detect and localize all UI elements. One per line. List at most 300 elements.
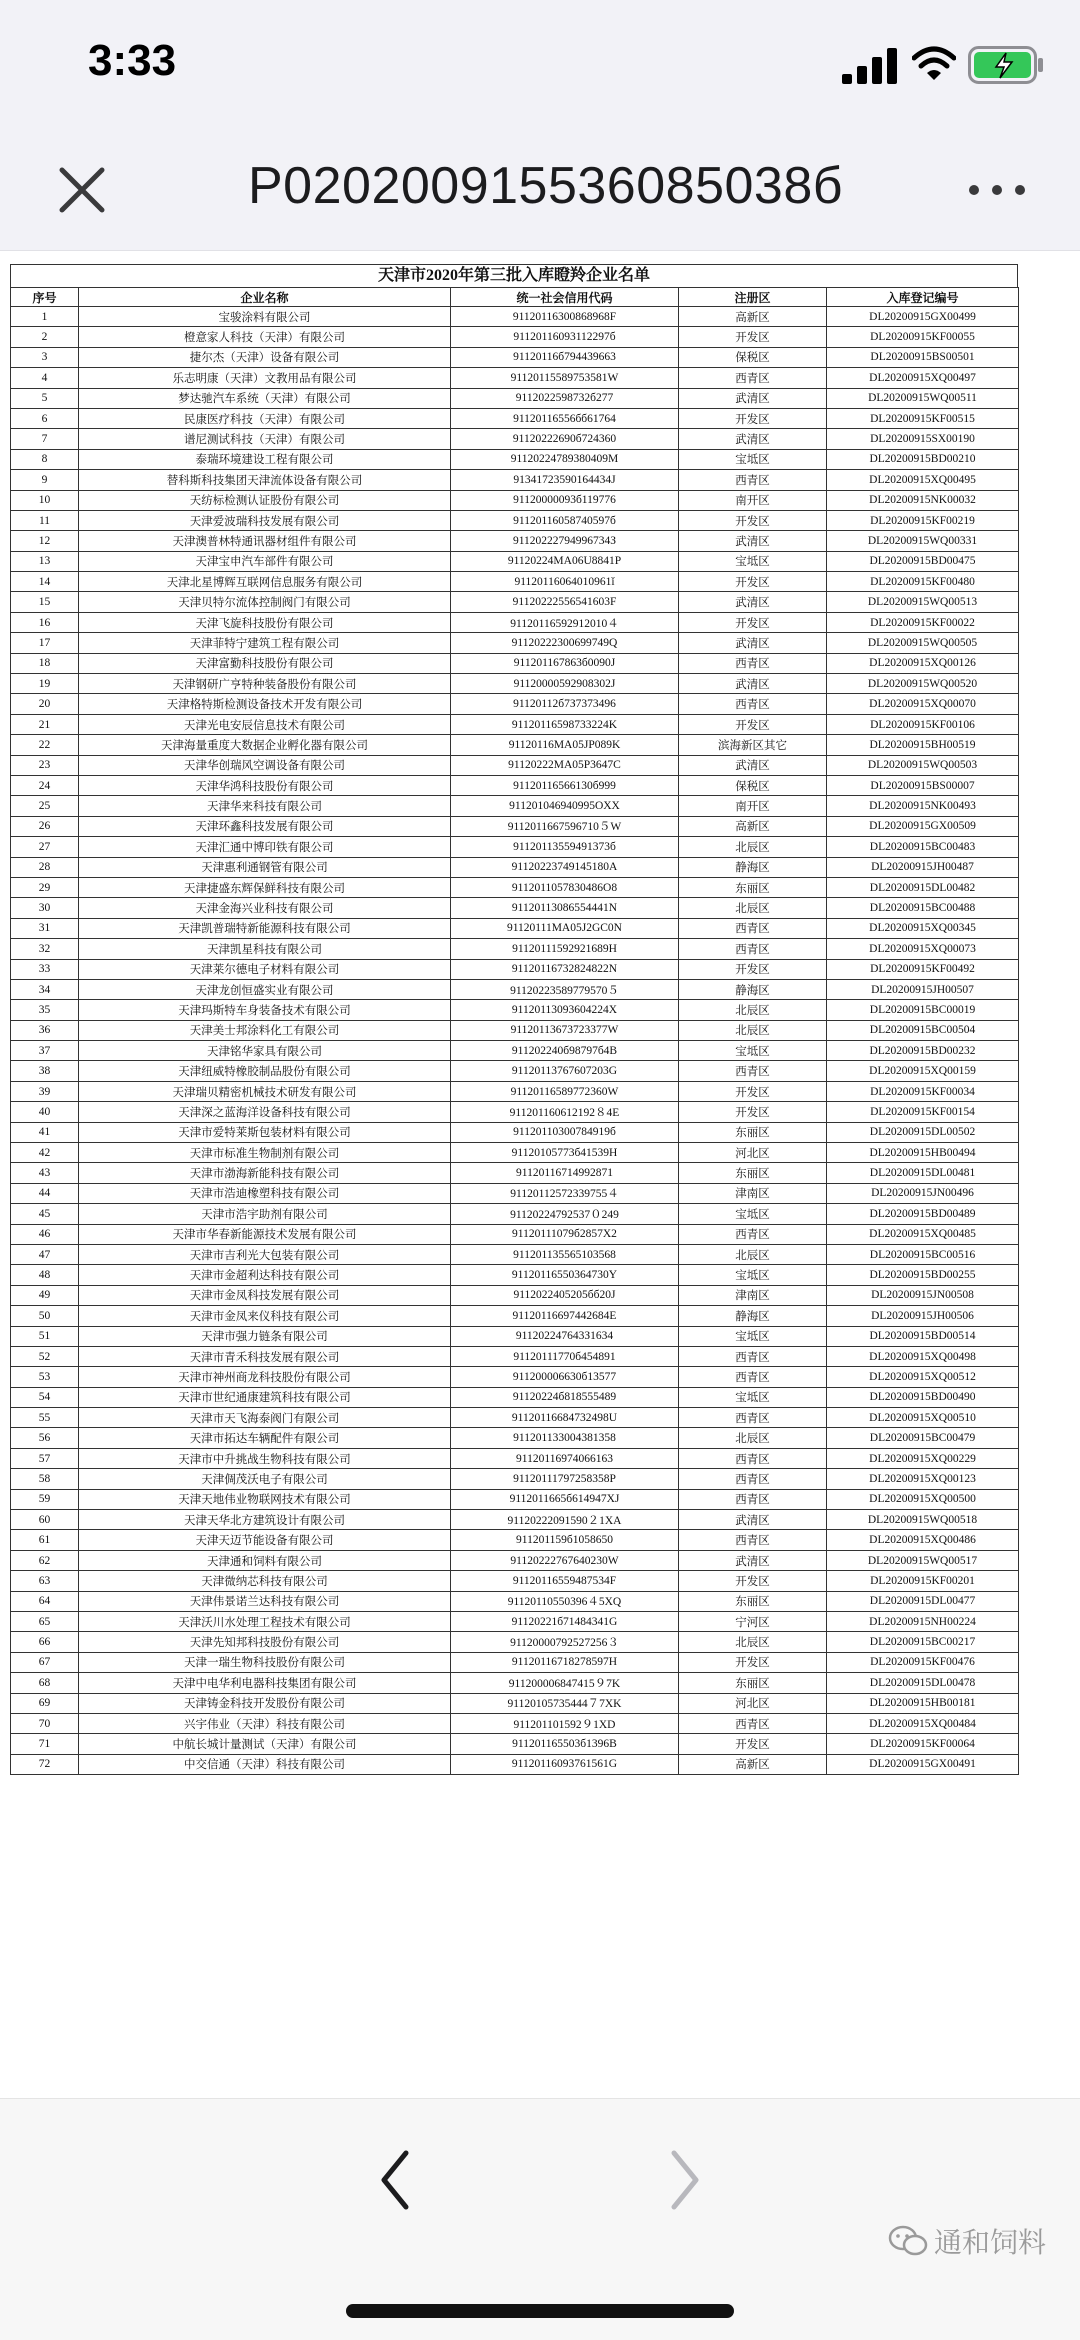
col-credit-code-cell: 91341723590164434J (451, 470, 679, 490)
table-row (11, 1693, 1019, 1713)
col-company-name-cell: 天津北星博辉互联网信息服务有限公司 (79, 572, 451, 592)
col-index-cell: 22 (11, 735, 79, 755)
col-credit-code-cell: 9112011057830486О8 (451, 877, 679, 897)
col-index-cell: 60 (11, 1510, 79, 1530)
col-registration-no-cell: DL20200915BD00490 (827, 1387, 1019, 1407)
back-button[interactable] (370, 2145, 420, 2215)
header-row (11, 288, 1019, 307)
col-credit-code-cell: 91120116058740597б (451, 510, 679, 530)
table-row (11, 1469, 1019, 1489)
col-company-name-cell: 天津宝申汽车部件有限公司 (79, 551, 451, 571)
col-index-cell: 37 (11, 1041, 79, 1061)
table-row (11, 1306, 1019, 1326)
col-district-cell: 高新区 (679, 1754, 827, 1774)
col-registration-no-cell: DL20200915BD00232 (827, 1041, 1019, 1061)
wifi-icon (912, 46, 956, 82)
col-registration-no-cell: DL20200915BS00501 (827, 347, 1019, 367)
battery-charging-icon (968, 46, 1044, 84)
col-company-name-cell: 橙意家人科技（天津）有限公司 (79, 327, 451, 347)
col-district-cell: 西青区 (679, 939, 827, 959)
table-body (11, 307, 1019, 1775)
col-index-cell: 28 (11, 857, 79, 877)
col-company-name-cell: 天津天地伟业物联网技术有限公司 (79, 1489, 451, 1509)
col-credit-code-cell: 9112022598732б277 (451, 388, 679, 408)
col-index-cell: 50 (11, 1306, 79, 1326)
col-index-cell: 16 (11, 612, 79, 632)
col-index-cell: 57 (11, 1448, 79, 1468)
col-company-name-cell: 天津美士邦涂料化工有限公司 (79, 1020, 451, 1040)
col-index-cell: 32 (11, 939, 79, 959)
col-credit-code-cell: 9112011667596710５W (451, 816, 679, 836)
col-company-name-cell: 天津华创瑞风空调设备有限公司 (79, 755, 451, 775)
col-company-name-cell: 天津铭华家具有限公司 (79, 1041, 451, 1061)
col-company-name-cell: 中航长城计量测试（天津）有限公司 (79, 1734, 451, 1754)
col-index-cell: 59 (11, 1489, 79, 1509)
col-registration-no-cell: DL20200915XQ00498 (827, 1346, 1019, 1366)
col-registration-no-cell: DL20200915BS00007 (827, 775, 1019, 795)
col-index-cell: 43 (11, 1163, 79, 1183)
more-options-button[interactable] (962, 170, 1032, 210)
col-company-name-cell: 天津市渤海新能科技有限公司 (79, 1163, 451, 1183)
table-row (11, 1265, 1019, 1285)
col-index-cell: 38 (11, 1061, 79, 1081)
col-index-cell: 26 (11, 816, 79, 836)
col-index-cell: 51 (11, 1326, 79, 1346)
col-credit-code-cell: 91120116718278597H (451, 1652, 679, 1672)
col-registration-no-cell: DL20200915DL00502 (827, 1122, 1019, 1142)
col-company-name-cell: 中交信通（天津）科技有限公司 (79, 1754, 451, 1774)
table-row (11, 877, 1019, 897)
table-row (11, 327, 1019, 347)
col-registration-no-cell: DL20200915KF00219 (827, 510, 1019, 530)
col-registration-no-cell: DL20200915NK00493 (827, 796, 1019, 816)
col-registration-no-cell: DL20200915KF00064 (827, 1734, 1019, 1754)
col-district-cell: 东丽区 (679, 1122, 827, 1142)
col-registration-no-cell: DL20200915DL00477 (827, 1591, 1019, 1611)
col-registration-no-cell: DL20200915WQ00517 (827, 1550, 1019, 1570)
col-registration-no-cell: DL20200915XQ00126 (827, 653, 1019, 673)
home-indicator[interactable] (346, 2304, 734, 2318)
col-company-name-cell: 天津市神州商龙科技股份有限公司 (79, 1367, 451, 1387)
col-district-cell: 西青区 (679, 1469, 827, 1489)
table-row (11, 1754, 1019, 1774)
col-credit-code-cell: 9112011665б614947XJ (451, 1489, 679, 1509)
col-district-cell: 河北区 (679, 1693, 827, 1713)
col-index-cell: 55 (11, 1408, 79, 1428)
col-index-cell: 17 (11, 633, 79, 653)
col-credit-code-cell: 91120112572339755４ (451, 1183, 679, 1203)
col-company-name-cell: 天津飞旋科技股份有限公司 (79, 612, 451, 632)
col-district-cell: 开发区 (679, 572, 827, 592)
col-registration-no-cell: DL20200915SX00190 (827, 429, 1019, 449)
col-registration-no-cell: DL20200915XQ00497 (827, 368, 1019, 388)
col-registration-no-cell: DL20200915GX00491 (827, 1754, 1019, 1774)
table-row (11, 388, 1019, 408)
col-credit-code-cell: 91120222556541603F (451, 592, 679, 612)
table-row (11, 1530, 1019, 1550)
col-registration-no-cell: DL20200915BC00516 (827, 1244, 1019, 1264)
close-button[interactable] (52, 160, 112, 220)
col-company-name-cell: 天津富勤科技股份有限公司 (79, 653, 451, 673)
col-registration-no-cell: DL20200915NK00032 (827, 490, 1019, 510)
table-row (11, 674, 1019, 694)
table-row (11, 1448, 1019, 1468)
col-registration-no-cell: DL20200915BC00483 (827, 837, 1019, 857)
table-row (11, 1020, 1019, 1040)
col-credit-code-cell: 911201165503б1396B (451, 1734, 679, 1754)
table-row (11, 1652, 1019, 1672)
col-credit-code-cell: 91120116MA05JP089K (451, 735, 679, 755)
table-row (11, 1367, 1019, 1387)
col-credit-code-cell: 91120223749145180A (451, 857, 679, 877)
col-credit-code-cell: 91120116592912010４ (451, 612, 679, 632)
col-company-name-cell: 天津格特斯检测设备技术开发有限公司 (79, 694, 451, 714)
col-registration-no-cell: DL20200915NH00224 (827, 1612, 1019, 1632)
col-credit-code-cell: 91120115589753581W (451, 368, 679, 388)
col-index-cell: 12 (11, 531, 79, 551)
table-row (11, 1081, 1019, 1101)
navigation-bar (0, 130, 1080, 251)
col-company-name-cell: 天津伟景诺兰达科技有限公司 (79, 1591, 451, 1611)
col-credit-code-cell: 91120113673723377W (451, 1020, 679, 1040)
col-registration-no-cell: DL20200915KF00034 (827, 1081, 1019, 1101)
col-district-cell: 开发区 (679, 1081, 827, 1101)
col-index-cell: 48 (11, 1265, 79, 1285)
col-index-cell: 44 (11, 1183, 79, 1203)
col-district-cell: 开发区 (679, 1734, 827, 1754)
col-credit-code-cell: 91120112б7З7373496 (451, 694, 679, 714)
col-registration-no-cell: DL20200915XQ00345 (827, 918, 1019, 938)
col-index-cell: 64 (11, 1591, 79, 1611)
table-row (11, 1163, 1019, 1183)
col-index-cell: 25 (11, 796, 79, 816)
col-district-header: 注册区 (679, 288, 827, 307)
col-index-cell: 65 (11, 1612, 79, 1632)
col-district-cell: 西青区 (679, 694, 827, 714)
table-row (11, 470, 1019, 490)
col-registration-no-cell: DL20200915GX00509 (827, 816, 1019, 836)
col-district-cell: 开发区 (679, 959, 827, 979)
col-company-name-cell: 天津市金超利达科技有限公司 (79, 1265, 451, 1285)
col-company-name-cell: 捷尔杰（天津）设备有限公司 (79, 347, 451, 367)
col-company-name-cell: 天津光电安辰信息技术有限公司 (79, 714, 451, 734)
table-row (11, 898, 1019, 918)
table-row (11, 1204, 1019, 1224)
col-district-cell: 津南区 (679, 1183, 827, 1203)
col-credit-code-cell: 91120222MA05P3647C (451, 755, 679, 775)
table-row (11, 1102, 1019, 1122)
col-registration-no-cell: DL20200915HB00181 (827, 1693, 1019, 1713)
col-index-cell: 62 (11, 1550, 79, 1570)
table-row (11, 1632, 1019, 1652)
table-title: 天津市2020年第三批入库瞪羚企业名单 (10, 264, 1018, 287)
table-row (11, 979, 1019, 999)
col-district-cell: 保税区 (679, 775, 827, 795)
col-company-name-cell: 天津汇通中博印铁有限公司 (79, 837, 451, 857)
col-registration-no-cell: DL20200915BH00519 (827, 735, 1019, 755)
col-credit-code-cell: 91120113559491373б (451, 837, 679, 857)
col-district-cell: 武清区 (679, 531, 827, 551)
col-index-cell: 58 (11, 1469, 79, 1489)
col-index-cell: 5 (11, 388, 79, 408)
col-credit-code-cell: 91120116566130б999 (451, 775, 679, 795)
col-credit-code-cell: 91120116559487534F (451, 1571, 679, 1591)
col-registration-no-cell: DL20200915XQ00159 (827, 1061, 1019, 1081)
col-company-name-cell: 替科斯科技集团天津流体设备有限公司 (79, 470, 451, 490)
col-index-cell: 2 (11, 327, 79, 347)
col-registration-no-cell: DL20200915BC00019 (827, 1000, 1019, 1020)
col-registration-no-cell: DL20200915WQ00511 (827, 388, 1019, 408)
col-registration-no-cell: DL20200915XQ00500 (827, 1489, 1019, 1509)
col-registration-no-cell: DL20200915JH00507 (827, 979, 1019, 999)
table-row (11, 1285, 1019, 1305)
col-company-name-cell: 天津凯普瑞特新能源科技有限公司 (79, 918, 451, 938)
col-district-cell: 北辰区 (679, 898, 827, 918)
col-company-name-cell: 天津市浩宇助剂有限公司 (79, 1204, 451, 1224)
col-registration-no-cell: DL20200915BD00514 (827, 1326, 1019, 1346)
col-index-cell: 47 (11, 1244, 79, 1264)
col-district-cell: 北辰区 (679, 1428, 827, 1448)
table-row (11, 429, 1019, 449)
col-credit-code-cell: 91120116556бб61764 (451, 408, 679, 428)
col-district-cell: 西青区 (679, 470, 827, 490)
col-company-name-cell: 天津中电华利电器科技集团有限公司 (79, 1673, 451, 1693)
col-credit-code-cell: 911201133004381358 (451, 1428, 679, 1448)
col-index-cell: 52 (11, 1346, 79, 1366)
col-district-cell: 东丽区 (679, 1591, 827, 1611)
document-page (10, 264, 1018, 1775)
col-credit-code-cell: 91120222300699749Q (451, 633, 679, 653)
col-credit-code-cell: 91120222091590２1XA (451, 1510, 679, 1530)
col-district-cell: 武清区 (679, 592, 827, 612)
enterprise-table (10, 287, 1019, 1775)
col-index-cell: 49 (11, 1285, 79, 1305)
col-registration-no-cell: DL20200915BC00479 (827, 1428, 1019, 1448)
col-district-cell: 西青区 (679, 918, 827, 938)
table-row (11, 1122, 1019, 1142)
table-row (11, 653, 1019, 673)
col-credit-code-cell: 911200006847415９7K (451, 1673, 679, 1693)
col-company-name-cell: 兴宇伟业（天津）科技有限公司 (79, 1713, 451, 1733)
col-credit-code-cell: 91120222690б724360 (451, 429, 679, 449)
col-credit-code-header: 统一社会信用代码 (451, 288, 679, 307)
col-district-cell: 武清区 (679, 1510, 827, 1530)
col-district-cell: 西青区 (679, 1489, 827, 1509)
col-index-cell: 11 (11, 510, 79, 530)
col-registration-no-cell: DL20200915WQ00331 (827, 531, 1019, 551)
col-credit-code-cell: 911201160612192８4E (451, 1102, 679, 1122)
table-row (11, 1224, 1019, 1244)
col-registration-no-cell: DL20200915BC00504 (827, 1020, 1019, 1040)
col-registration-no-cell: DL20200915DL00481 (827, 1163, 1019, 1183)
table-row (11, 368, 1019, 388)
col-district-cell: 西青区 (679, 1061, 827, 1081)
wechat-icon (888, 2224, 928, 2258)
col-index-cell: 54 (11, 1387, 79, 1407)
col-index-cell: 40 (11, 1102, 79, 1122)
col-credit-code-cell: 91120222767640230W (451, 1550, 679, 1570)
col-company-name-cell: 泰瑞环境建设工程有限公司 (79, 449, 451, 469)
col-company-name-cell: 天津市金凤科技发展有限公司 (79, 1285, 451, 1305)
col-credit-code-cell: 91120000093б119776 (451, 490, 679, 510)
col-index-cell: 18 (11, 653, 79, 673)
table-row (11, 1571, 1019, 1591)
col-index-cell: 4 (11, 368, 79, 388)
col-registration-no-cell: DL20200915JH00487 (827, 857, 1019, 877)
col-company-name-cell: 天津市世纪通康建筑科技有限公司 (79, 1387, 451, 1407)
col-district-cell: 开发区 (679, 1102, 827, 1122)
col-company-name-header: 企业名称 (79, 288, 451, 307)
col-credit-code-cell: 911201101592９1XD (451, 1713, 679, 1733)
table-row (11, 755, 1019, 775)
table-row (11, 1612, 1019, 1632)
col-district-cell: 开发区 (679, 714, 827, 734)
col-credit-code-cell: 911202240б98797б4B (451, 1041, 679, 1061)
col-company-name-cell: 天津市青禾科技发展有限公司 (79, 1346, 451, 1366)
document-title: P020200915536085038б (248, 157, 844, 215)
col-district-cell: 东丽区 (679, 1673, 827, 1693)
col-registration-no-cell: DL20200915WQ00518 (827, 1510, 1019, 1530)
col-company-name-cell: 天津瑞贝精密机械技术研发有限公司 (79, 1081, 451, 1101)
table-row (11, 816, 1019, 836)
col-index-cell: 1 (11, 307, 79, 327)
col-index-cell: 71 (11, 1734, 79, 1754)
col-company-name-cell: 谱尼测试科技（天津）有限公司 (79, 429, 451, 449)
col-registration-no-cell: DL20200915BD00255 (827, 1265, 1019, 1285)
col-company-name-cell: 宝骏涂料有限公司 (79, 307, 451, 327)
col-district-cell: 北辰区 (679, 1020, 827, 1040)
table-row (11, 1041, 1019, 1061)
col-company-name-cell: 天津天华北方建筑设计有限公司 (79, 1510, 451, 1530)
col-company-name-cell: 天津海量重度大数据企业孵化器有限公司 (79, 735, 451, 755)
col-index-cell: 35 (11, 1000, 79, 1020)
col-credit-code-cell: 91120110550396４5XQ (451, 1591, 679, 1611)
col-registration-no-cell: DL20200915WQ00503 (827, 755, 1019, 775)
col-district-cell: 宝坻区 (679, 1204, 827, 1224)
col-company-name-cell: 天津金海兴业科技有限公司 (79, 898, 451, 918)
col-company-name-cell: 天津深之蓝海洋设备科技有限公司 (79, 1102, 451, 1122)
col-district-cell: 武清区 (679, 755, 827, 775)
col-credit-code-cell: 91120222794996734З (451, 531, 679, 551)
col-index-cell: 10 (11, 490, 79, 510)
col-registration-no-cell: DL20200915XQ00486 (827, 1530, 1019, 1550)
table-row (11, 510, 1019, 530)
col-index-cell: 33 (11, 959, 79, 979)
status-bar (0, 0, 1080, 130)
col-district-cell: 高新区 (679, 307, 827, 327)
col-index-cell: 3 (11, 347, 79, 367)
col-district-cell: 宝坻区 (679, 1041, 827, 1061)
table-row (11, 1510, 1019, 1530)
col-company-name-cell: 梦达驰汽车系统（天津）有限公司 (79, 388, 451, 408)
table-row (11, 1183, 1019, 1203)
table-row (11, 408, 1019, 428)
col-company-name-cell: 天津捷盛东辉保鲜科技有限公司 (79, 877, 451, 897)
col-index-cell: 7 (11, 429, 79, 449)
col-index-cell: 6 (11, 408, 79, 428)
col-company-name-cell: 天津市天飞海泰阀门有限公司 (79, 1408, 451, 1428)
col-registration-no-cell: DL20200915BC00488 (827, 898, 1019, 918)
col-district-cell: 静海区 (679, 979, 827, 999)
col-registration-no-cell: DL20200915KF00476 (827, 1652, 1019, 1672)
col-registration-no-cell: DL20200915XQ00495 (827, 470, 1019, 490)
col-index-cell: 69 (11, 1693, 79, 1713)
col-index-cell: 15 (11, 592, 79, 612)
col-district-cell: 北辰区 (679, 1632, 827, 1652)
col-credit-code-cell: 91120224789380409M (451, 449, 679, 469)
col-credit-code-cell: 91120113086554441N (451, 898, 679, 918)
col-district-cell: 开发区 (679, 327, 827, 347)
col-district-cell: 武清区 (679, 388, 827, 408)
col-district-cell: 津南区 (679, 1285, 827, 1305)
col-company-name-cell: 天津环鑫科技发展有限公司 (79, 816, 451, 836)
table-row (11, 1713, 1019, 1733)
col-district-cell: 东丽区 (679, 877, 827, 897)
col-company-name-cell: 天津市吉利光大包装有限公司 (79, 1244, 451, 1264)
col-district-cell: 西青区 (679, 1224, 827, 1244)
col-district-cell: 高新区 (679, 816, 827, 836)
col-district-cell: 武清区 (679, 633, 827, 653)
col-credit-code-cell: 911201159б1058650 (451, 1530, 679, 1550)
col-registration-no-cell: DL20200915KF00515 (827, 408, 1019, 428)
col-company-name-cell: 天津龙创恒盛实业有限公司 (79, 979, 451, 999)
col-credit-code-cell: 911200006630б13577 (451, 1367, 679, 1387)
col-district-cell: 西青区 (679, 1530, 827, 1550)
col-credit-code-cell: 91120116064010961ǐ (451, 572, 679, 592)
col-index-cell: 61 (11, 1530, 79, 1550)
table-row (11, 1000, 1019, 1020)
table-row (11, 531, 1019, 551)
col-credit-code-cell: 91120105773б41539H (451, 1143, 679, 1163)
col-district-cell: 西青区 (679, 1448, 827, 1468)
col-index-cell: 14 (11, 572, 79, 592)
table-row (11, 1244, 1019, 1264)
col-registration-no-cell: DL20200915BD00210 (827, 449, 1019, 469)
table-row (11, 837, 1019, 857)
col-district-cell: 武清区 (679, 429, 827, 449)
col-district-cell: 保税区 (679, 347, 827, 367)
col-district-cell: 西青区 (679, 368, 827, 388)
col-company-name-cell: 天津市强力链条有限公司 (79, 1326, 451, 1346)
col-registration-no-cell: DL20200915JN00508 (827, 1285, 1019, 1305)
col-credit-code-cell: 91120224б818555489 (451, 1387, 679, 1407)
col-registration-no-cell: DL20200915DL00482 (827, 877, 1019, 897)
table-row (11, 959, 1019, 979)
col-registration-no-header: 入库登记编号 (827, 288, 1019, 307)
col-registration-no-cell: DL20200915XQ00512 (827, 1367, 1019, 1387)
col-index-cell: 67 (11, 1652, 79, 1672)
col-company-name-cell: 天津华来科技有限公司 (79, 796, 451, 816)
col-district-cell: 西青区 (679, 1713, 827, 1733)
col-credit-code-cell: 911202247643З1634 (451, 1326, 679, 1346)
table-row (11, 1673, 1019, 1693)
col-credit-code-cell: 911201046940995ΟXX (451, 796, 679, 816)
table-row (11, 1326, 1019, 1346)
col-credit-code-cell: 91120000592908302J (451, 674, 679, 694)
col-registration-no-cell: DL20200915WQ00520 (827, 674, 1019, 694)
table-row (11, 918, 1019, 938)
col-district-cell: 东丽区 (679, 1163, 827, 1183)
col-district-cell: 宝坻区 (679, 449, 827, 469)
col-company-name-cell: 天津铸金科技开发股份有限公司 (79, 1693, 451, 1713)
col-credit-code-cell: 91120116300868968F (451, 307, 679, 327)
col-credit-code-cell: 91120113767607203G (451, 1061, 679, 1081)
col-company-name-cell: 天津沃川水处理工程技术有限公司 (79, 1612, 451, 1632)
table-row (11, 775, 1019, 795)
col-company-name-cell: 天津市中升挑战生物科技有限公司 (79, 1448, 451, 1468)
col-index-cell: 46 (11, 1224, 79, 1244)
bottom-toolbar (0, 2098, 1080, 2340)
